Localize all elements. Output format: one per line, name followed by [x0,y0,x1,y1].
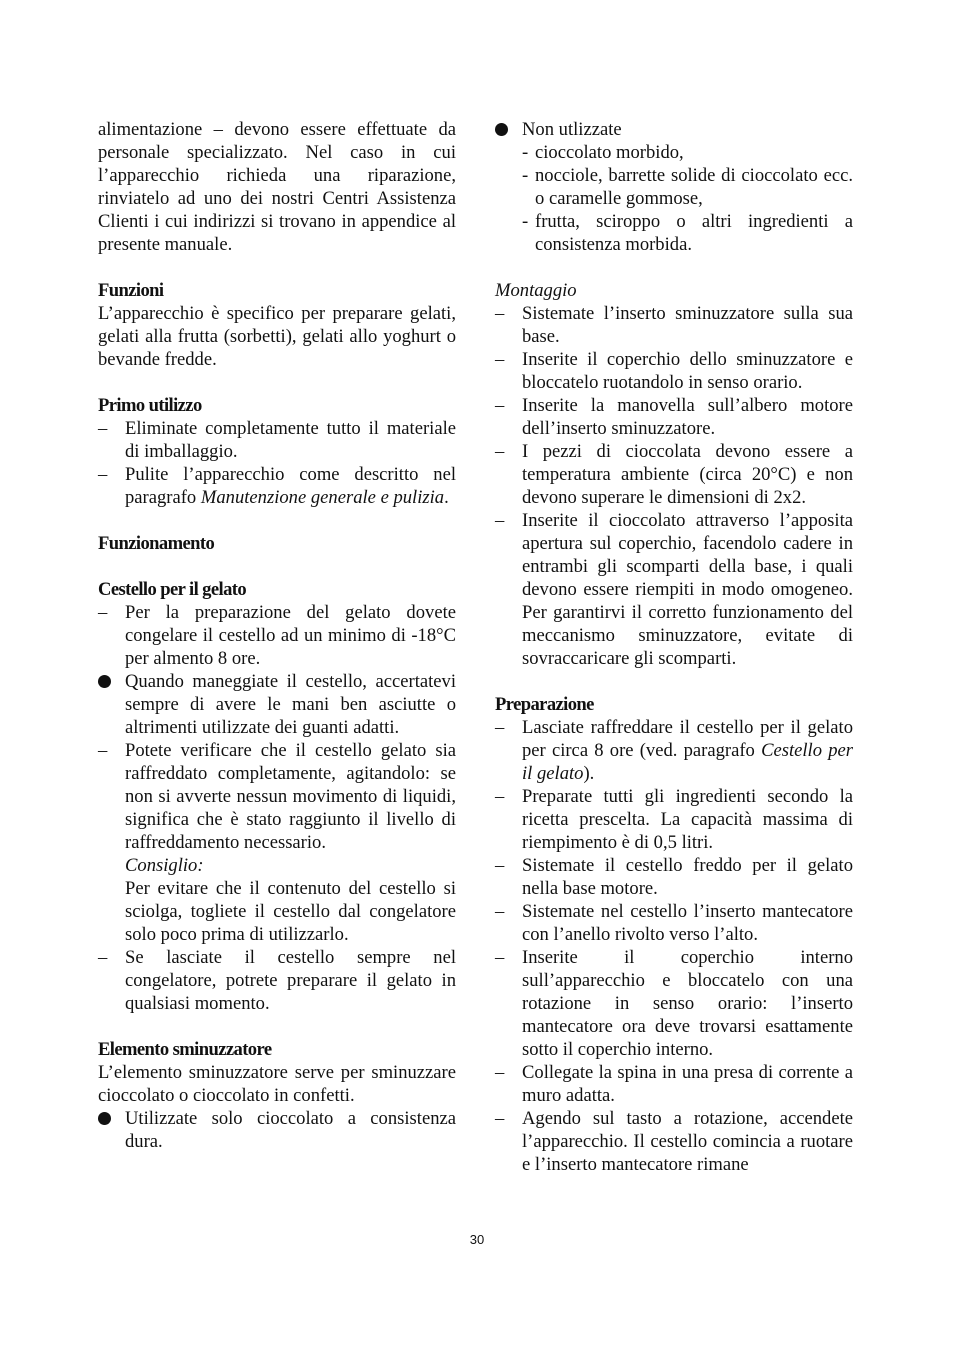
dash-marker: – [495,786,505,807]
hyphen-marker: - [522,142,529,163]
heading-montaggio: Montaggio [495,280,577,301]
consiglio-label: Consiglio: [125,855,204,876]
dash-marker: – [98,947,108,968]
dash-marker: – [495,510,505,531]
dash-marker: – [495,947,505,968]
dash-marker: – [98,740,108,761]
list-item: – I pezzi di cioccolata devono essere a temperatura ambiente (circa 20°C) e non devono superare le dimensioni di 2x2. [495,441,853,508]
heading-preparazione: Preparazione [495,694,594,715]
list-item: – Se lasciate il cestello sempre nel congelatore, potrete preparare il gelato in qualsiasi momento. [98,947,456,1014]
elemento-paragraph: L’elemento sminuzzatore serve per sminuzzare cioccolato o cioccolato in confetti. [98,1062,456,1106]
list-item: – Preparate tutti gli ingredienti secondo la ricetta prescelta. La capacità massima di riempimento è di 0,5 litri. [495,786,853,853]
list-item: – Inserite il coperchio interno sull’apparecchio e bloccatelo con una rotazione in senso orario: l’inserto mantecatore ora deve trovarsi esattamente sotto il coperchio interno. [495,947,853,1060]
dash-marker: – [98,602,108,623]
dash-marker: – [495,303,505,324]
list-item: – Potete verificare che il cestello gelato sia raffreddato completamente, agitandolo: se non si avverte nessun movimento di liquidi, significa che è stato raggiunto il livello di raffreddamento necessario. [98,740,456,853]
heading-cestello: Cestello per il gelato [98,579,247,600]
funzioni-paragraph: L’apparecchio è specifico per preparare gelati, gelati alla frutta (sorbetti), gelati allo yoghurt o bevande fredde. [98,303,456,370]
list-item: – Inserite la manovella sull’albero motore dell’inserto sminuzzatore. [495,395,853,439]
hyphen-marker: - [522,165,529,186]
intro-paragraph: alimentazione – devono essere effettuate da personale specializzato. Nel caso in cui l’apparecchio richieda una riparazione, rinviatelo ad uno dei nostri Centri Assistenza Clienti i cui indirizzi si trovano in appendice al presente manuale. [98,119,456,255]
list-item: – Pulite l’apparecchio come descritto nel paragrafo Manutenzione generale e pulizia. [98,464,456,508]
hyphen-marker: - [522,211,529,232]
heading-funzioni: Funzioni [98,280,164,301]
heading-funzionamento: Funzionamento [98,533,215,554]
list-item: – Eliminate completamente tutto il materiale di imballaggio. [98,418,456,462]
dash-marker: – [495,1108,505,1129]
dash-marker: – [495,349,505,370]
list-item: – Sistemate nel cestello l’inserto mantecatore con l’anello rivolto verso l’alto. [495,901,853,945]
bullet-icon [495,123,508,136]
heading-primo-utilizzo: Primo utilizzo [98,395,202,416]
bullet-icon [98,675,111,688]
dash-marker: – [495,395,505,416]
list-item: – Inserite il cioccolato attraverso l’apposita apertura sul coperchio, facendolo cadere in entrambi gli scomparti della base, i quali devono essere riempiti in modo omogeneo. Per garantirvi il corretto funzionamento del meccanismo sminuzzatore, evitate di sovraccaricare gli scomparti. [495,510,853,669]
list-item: Non utlizzate [495,118,853,141]
sub-list-item: - nocciole, barrette solide di cioccolato ecc. o caramelle gommose, [522,165,853,209]
bullet-icon [98,1112,111,1125]
list-item: – Sistemate il cestello freddo per il gelato nella base motore. [495,855,853,899]
page-number: 30 [469,1232,485,1247]
dash-marker: – [495,855,505,876]
list-item: Utilizzate solo cioccolato a consistenza dura. [98,1107,456,1153]
heading-elemento: Elemento sminuzzatore [98,1039,272,1060]
dash-marker: – [495,441,505,462]
dash-marker: – [98,464,108,485]
right-column [495,118,853,1176]
left-column [98,118,456,1153]
list-item: – Inserite il coperchio dello sminuzzatore e bloccatelo ruotandolo in senso orario. [495,349,853,393]
sub-list-item: - cioccolato morbido, [522,142,684,163]
list-item: – Lasciate raffreddare il cestello per il gelato per circa 8 ore (ved. paragrafo Cestello per il gelato). [495,717,853,784]
dash-marker: – [495,717,505,738]
sub-list-item: - frutta, sciroppo o altri ingredienti a consistenza morbida. [522,211,853,255]
list-item: – Sistemate l’inserto sminuzzatore sulla sua base. [495,303,853,347]
consiglio-text: Per evitare che il contenuto del cestello si sciolga, togliete il cestello dal congelatore solo poco prima di utilizzarlo. [125,878,456,945]
list-item: – Agendo sul tasto a rotazione, accendete l’apparecchio. Il cestello comincia a ruotare e l’inserto mantecatore rimane [495,1108,853,1175]
list-item: – Per la preparazione del gelato dovete congelare il cestello ad un minimo di -18°C per almento 8 ore. [98,602,456,669]
dash-marker: – [98,418,108,439]
list-item: – Collegate la spina in una presa di corrente a muro adatta. [495,1062,853,1106]
dash-marker: – [495,1062,505,1083]
dash-marker: – [495,901,505,922]
list-item: Quando maneggiate il cestello, accertatevi sempre di avere le mani ben asciutte o altrimenti utilizzate dei guanti adatti. [98,670,456,739]
